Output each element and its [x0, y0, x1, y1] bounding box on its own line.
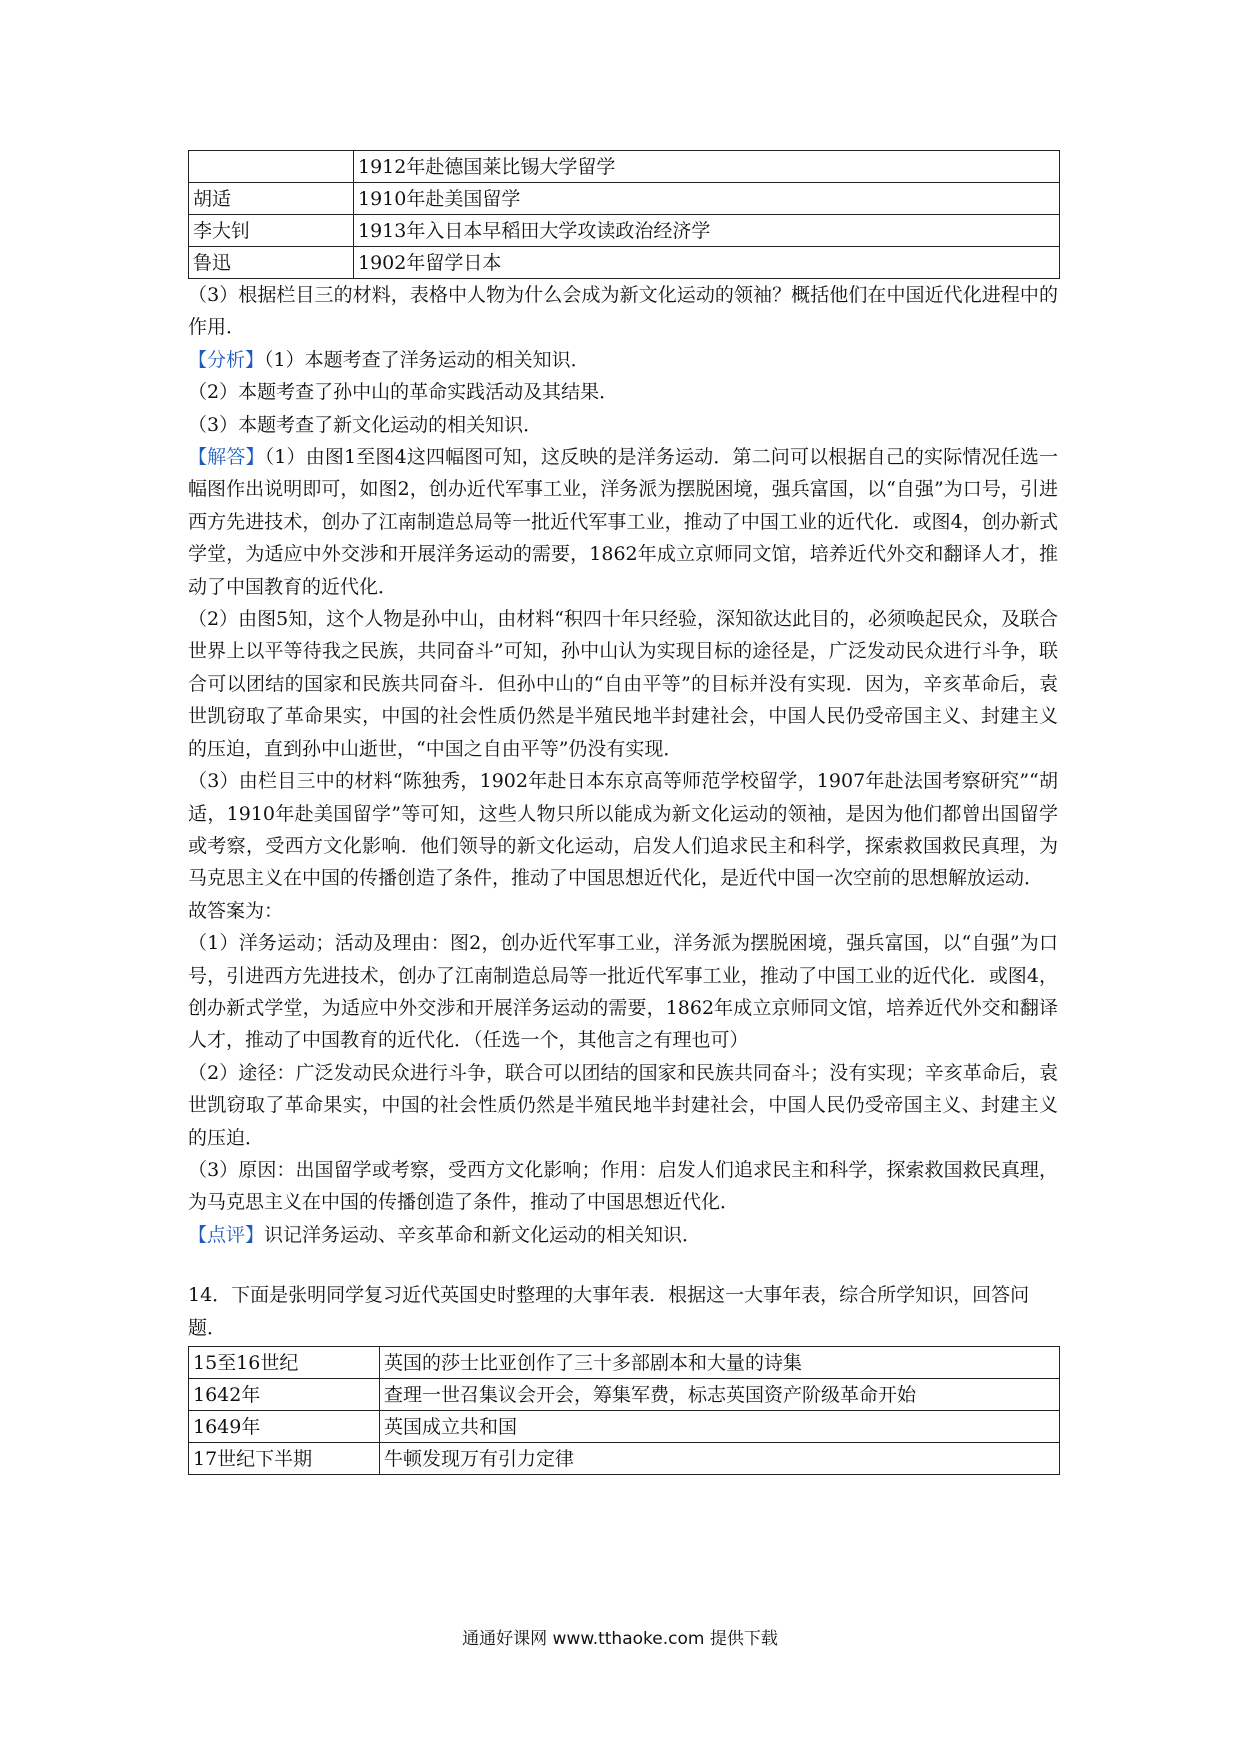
document-body — [188, 150, 1058, 1475]
table-row — [189, 215, 1060, 247]
event-cell: 英国的莎士比亚创作了三十多部剧本和大量的诗集 — [380, 1347, 1060, 1379]
final-answer-3: （3）原因：出国留学或考察，受西方文化影响；作用：启发人们追求民主和科学，探索救国救民真理，为马克思主义在中国的传播创造了条件，推动了中国思想近代化． — [188, 1158, 1058, 1214]
study-cell: 1913年入日本早稻田大学攻读政治经济学 — [354, 215, 1060, 247]
spacer — [188, 1251, 1058, 1279]
british-history-timeline-table — [188, 1346, 1060, 1475]
answer-text: （1）由图1至图4这四幅图可知，这反映的是洋务运动．第二问可以根据自己的实际情况任选一幅图作出说明即可，如图2，创办近代军事工业，洋务派为摆脱困境，强兵富国，以“自强”为口号，引进西方先进技术，创办了江南制造总局等一批近代军事工业，推动了中国工业的近代化．或图4，创办新式学堂，为适应中外交涉和开展洋务运动的需要，1862年成立京师同文馆，培养近代外交和翻译人才，推动了中国教育的近代化． — [188, 446, 1058, 598]
time-cell: 1642年 — [189, 1379, 380, 1411]
page-footer: 通通好课网 www.tthaoke.com 提供下载 — [462, 1629, 778, 1649]
table-row — [189, 1443, 1060, 1475]
event-cell: 英国成立共和国 — [380, 1411, 1060, 1443]
time-cell: 17世纪下半期 — [189, 1443, 380, 1475]
table-row — [189, 1379, 1060, 1411]
comment-tag: 【点评】 — [188, 1223, 265, 1246]
person-cell: 李大钊 — [189, 215, 354, 247]
answer-3: （3）由栏目三中的材料“陈独秀，1902年赴日本东京高等师范学校留学，1907年赴法国考察研究”“胡适，1910年赴美国留学”等可知，这些人物只所以能成为新文化运动的领袖，是因为他们都曾出国留学或考察，受西方文化影响．他们领导的新文化运动，启发人们追求民主和科学，探索救国救民真理，为马克思主义在中国的传播创造了条件，推动了中国思想近代化，是近代中国一次空前的思想解放运动． — [188, 770, 1058, 890]
analysis-2: （2）本题考查了孙中山的革命实践活动及其结果． — [188, 381, 619, 404]
comment-text: 识记洋务运动、辛亥革命和新文化运动的相关知识． — [264, 1223, 702, 1246]
table-row — [189, 247, 1060, 279]
final-answer-2: （2）途径：广泛发动民众进行斗争，联合可以团结的国家和民族共同奋斗；没有实现；辛亥革命后，袁世凯窃取了革命果实，中国的社会性质仍然是半殖民地半封建社会，中国人民仍受帝国主义、封建主义的压迫． — [188, 1061, 1058, 1149]
table-row — [189, 1347, 1060, 1379]
table-row — [189, 151, 1060, 183]
question-3: （3）根据栏目三的材料，表格中人物为什么会成为新文化运动的领袖？概括他们在中国近代化进程中的作用． — [188, 284, 1058, 339]
answer-2: （2）由图5知，这个人物是孙中山，由材料“积四十年只经验，深知欲达此目的，必须唤起民众，及联合世界上以平等待我之民族，共同奋斗”可知，孙中山认为实现目标的途径是，广泛发动民众进行斗争，联合可以团结的国家和民族共同奋斗．但孙中山的“自由平等”的目标并没有实现．因为，辛亥革命后，袁世凯窃取了革命果实，中国的社会性质仍然是半殖民地半封建社会，中国人民仍受帝国主义、封建主义的压迫，直到孙中山逝世，“中国之自由平等”仍没有实现． — [188, 608, 1058, 760]
event-cell: 查理一世召集议会开会，筹集军费，标志英国资产阶级革命开始 — [380, 1379, 1060, 1411]
question-14-intro: 14．下面是张明同学复习近代英国史时整理的大事年表．根据这一大事年表，综合所学知识，回答问题． — [188, 1284, 1030, 1339]
person-cell: 鲁迅 — [189, 247, 354, 279]
comment — [188, 1219, 1058, 1251]
time-cell: 1649年 — [189, 1411, 380, 1443]
analysis-1 — [188, 344, 1058, 376]
answer-1 — [188, 441, 1058, 603]
analysis-text: （1）本题考查了洋务运动的相关知识． — [264, 348, 590, 371]
final-answer-intro: 故答案为： — [188, 899, 284, 922]
person-cell — [189, 151, 354, 183]
event-cell: 牛顿发现万有引力定律 — [380, 1443, 1060, 1475]
answer-tag: 【解答】 — [188, 446, 265, 469]
study-cell: 1910年赴美国留学 — [354, 183, 1060, 215]
analysis-tag: 【分析】 — [188, 348, 265, 371]
table-row — [189, 1411, 1060, 1443]
study-cell: 1912年赴德国莱比锡大学留学 — [354, 151, 1060, 183]
time-cell: 15至16世纪 — [189, 1347, 380, 1379]
final-answer-1: （1）洋务运动；活动及理由：图2，创办近代军事工业，洋务派为摆脱困境，强兵富国，以“自强”为口号，引进西方先进技术，创办了江南制造总局等一批近代军事工业，推动了中国工业的近代化．或图4，创办新式学堂，为适应中外交涉和开展洋务运动的需要，1862年成立京师同文馆，培养近代外交和翻译人才，推动了中国教育的近代化．（任选一个，其他言之有理也可） — [188, 932, 1058, 1052]
table-row — [189, 183, 1060, 215]
study-cell: 1902年留学日本 — [354, 247, 1060, 279]
study-abroad-table — [188, 150, 1060, 279]
analysis-3: （3）本题考查了新文化运动的相关知识． — [188, 413, 543, 436]
person-cell: 胡适 — [189, 183, 354, 215]
